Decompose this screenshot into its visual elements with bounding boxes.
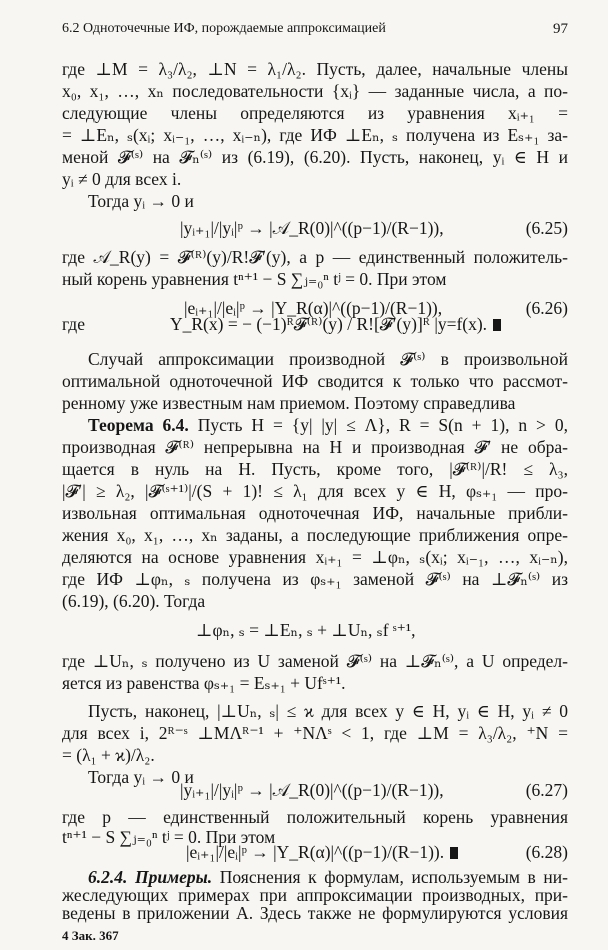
text-line: оптимальной одноточечной ИФ сводится к только что рассмот- [62, 371, 568, 391]
text-line: деляются на основе уравнения xᵢ₊₁ = ⊥φₙ, ₛ(xᵢ; xᵢ₋₁, …, xᵢ₋ₙ), [62, 547, 568, 567]
equation-number: (6.28) [525, 842, 568, 862]
theorem-first-line: Пусть H = {y| |y| ≤ Λ}, R = S(n + 1), n > 0, [197, 415, 568, 435]
text-line: = (λ₁ + ϰ)/λ₂. [62, 745, 155, 765]
equation-phi: ⊥φₙ, ₛ = ⊥Eₙ, ₛ + ⊥Uₙ, ₛf ˢ⁺¹, [196, 620, 416, 640]
equation-number: (6.27) [525, 780, 568, 800]
text-line: Тогда yᵢ → 0 и [88, 191, 194, 211]
text-line: = ⊥Eₙ, ₛ(xᵢ; xᵢ₋₁, …, xᵢ₋ₙ), где ИФ ⊥Eₙ, ₛ получена из Eₛ₊₁ за- [62, 125, 568, 145]
theorem-heading [88, 414, 568, 436]
text-line: где ⊥M = λ₃/λ₂, ⊥N = λ₁/λ₂. Пусть, далее, начальные члены [62, 59, 568, 79]
equation-6-25: |yᵢ₊₁|/|yᵢ|ᵖ → |𝒜_R(0)|^((p−1)/(R−1)), [180, 218, 444, 238]
text-line: |𝓕′| ≥ λ₂, |𝓕⁽ˢ⁺¹⁾|/(S + 1)! ≤ λ₁ для всех y ∈ H, φₛ₊₁ — про- [62, 481, 568, 501]
text-line: Случай аппроксимации производной 𝓕⁽ˢ⁾ в произвольной [88, 349, 568, 369]
text-line: где p — единственный положительный корень уравнения [62, 807, 568, 827]
printer-signature: 4 Зак. 367 [62, 928, 119, 943]
text-line: (6.19), (6.20). Тогда [62, 591, 206, 611]
text-line: ренному уже известным нам приемом. Поэтому справедлива [62, 393, 516, 413]
text-line: где ИФ ⊥φₙ, ₛ получена из φₛ₊₁ заменой 𝓕⁽ˢ⁾ на ⊥𝓕ₙ⁽ˢ⁾ из [62, 569, 568, 589]
equation-yr-text: Y_R(x) = − (−1)ᴿ𝓕⁽ᴿ⁾(y) / R![𝓕′(y)]ᴿ |y=f(x). [170, 314, 488, 334]
equation-6-28 [186, 840, 458, 864]
equation-yr [170, 312, 501, 336]
text-line: жения x₀, x₁, …, xₙ заданы, а последующие приближения опре- [62, 525, 568, 545]
text-line: Тогда yᵢ → 0 и [88, 767, 194, 787]
running-header [62, 20, 568, 38]
where-label: где [62, 314, 85, 334]
running-title: 6.2 Одноточечные ИФ, порождаемые аппроксимацией [62, 21, 386, 36]
text-line: для всех i, 2ᴿ⁻ˢ ⊥MΛᴿ⁻¹ + ⁺NΛˢ < 1, где ⊥M = λ₃/λ₂, ⁺N = [62, 723, 568, 743]
text-line: щается в нуль на H. Пусть, кроме того, |𝓕⁽ᴿ⁾|/R! ≤ λ₃, [62, 459, 568, 479]
equation-number: (6.26) [525, 298, 568, 318]
text-line: ный корень уравнения tⁿ⁺¹ − S ∑ⱼ₌₀ⁿ tʲ = 0. При этом [62, 269, 447, 289]
text-line: извольная оптимальная одноточечная ИФ, начальные прибли- [62, 503, 568, 523]
text-line: жеследующих примерах при аппроксимации производных, при- [62, 885, 568, 905]
text-line: Пусть, наконец, |⊥Uₙ, ₛ| ≤ ϰ для всех y ∈ H, yᵢ ∈ H, yᵢ ≠ 0 [88, 701, 568, 721]
text-line: где 𝒜_R(y) = 𝓕⁽ᴿ⁾(y)/R!𝓕′(y), а p — единственный положитель- [62, 247, 568, 267]
text-line: tⁿ⁺¹ − S ∑ⱼ₌₀ⁿ tʲ = 0. При этом [62, 827, 276, 847]
text-line: меной 𝓕⁽ˢ⁾ на 𝓕ₙ⁽ˢ⁾ из (6.19), (6.20). Пусть, наконец, yᵢ ∈ H и [62, 147, 568, 167]
text-line: производная 𝓕⁽ᴿ⁾ непрерывна на H и производная 𝓕′ не обра- [62, 437, 568, 457]
section-first-line: Пояснения к формулам, используемым в ни- [219, 867, 568, 887]
theorem-label: Теорема 6.4. [88, 415, 189, 435]
text-line: x₀, x₁, …, xₙ последовательности {xᵢ} — заданные числа, а по- [62, 81, 568, 101]
section-label: 6.2.4. Примеры. [88, 867, 220, 887]
equation-6-27: |yᵢ₊₁|/|yᵢ|ᵖ → |𝒜_R(0)|^((p−1)/(R−1)), [180, 780, 444, 800]
section-heading [88, 868, 568, 886]
text-line: ведены в приложении А. Здесь также не формулируются условия [62, 903, 568, 923]
end-of-proof-mark [450, 847, 458, 859]
end-of-proof-mark [493, 319, 501, 331]
text-line: следующие члены определяются из уравнения xᵢ₊₁ = [62, 103, 568, 123]
page-number: 97 [553, 21, 568, 37]
equation-number: (6.25) [525, 218, 568, 238]
equation-6-28-text: |eᵢ₊₁|/|eᵢ|ᵖ → |Y_R(α)|^((p−1)/(R−1)). [186, 842, 445, 862]
text-line: где ⊥Uₙ, ₛ получено из U заменой 𝓕⁽ˢ⁾ на ⊥𝓕ₙ⁽ˢ⁾, а U определ- [62, 651, 568, 671]
text-line: yᵢ ≠ 0 для всех i. [62, 169, 182, 189]
equation-6-26: |eᵢ₊₁|/|eᵢ|ᵖ → |Y_R(α)|^((p−1)/(R−1)), [184, 298, 443, 318]
text-line: яется из равенства φₛ₊₁ = Eₛ₊₁ + Ufˢ⁺¹. [62, 673, 346, 693]
